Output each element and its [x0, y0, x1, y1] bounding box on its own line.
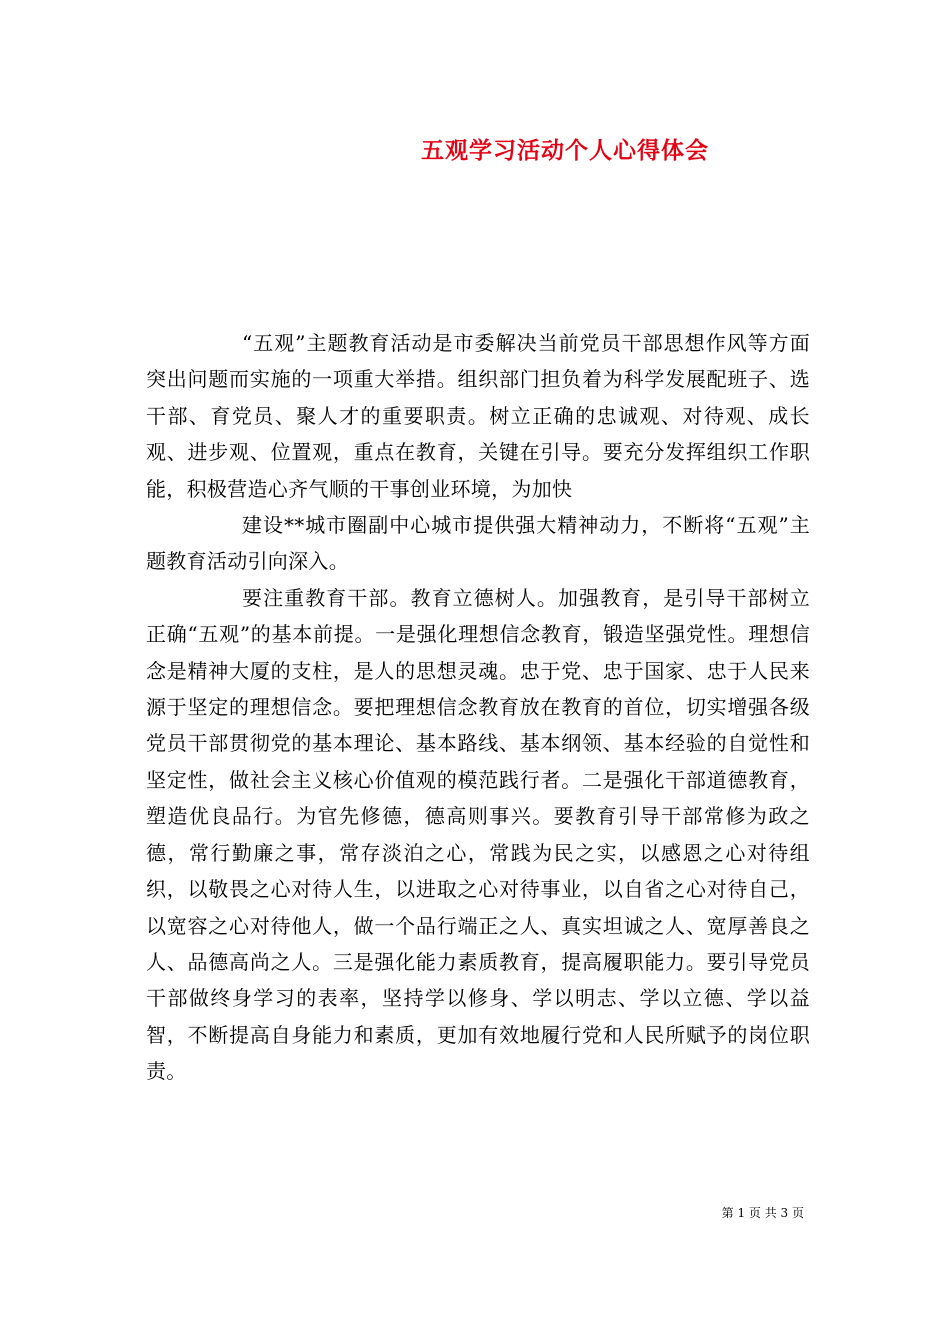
paragraph-education: 要注重教育干部。教育立德树人。加强教育，是引导干部树立正确“五观”的基本前提。一是强化理想信念教育，锻造坚强党性。理想信念是精神大厦的支柱，是人的思想灵魂。忠于党、忠于国家、忠于人民来源于坚定的理想信念。要把理想信念教育放在教育的首位，切实增强各级党员干部贯彻党的基本理论、基本路线、基本纲领、基本经验的自觉性和坚定性，做社会主义核心价值观的模范践行者。二是强化干部道德教育，塑造优良品行。为官先修德，德高则事兴。要教育引导干部常修为政之德，常行勤廉之事，常存淡泊之心，常践为民之实，以感恩之心对待组织，以敬畏之心对待人生，以进取之心对待事业，以自省之心对待自己，以宽容之心对待他人，做一个品行端正之人、真实坦诚之人、宽厚善良之人、品德高尚之人。三是强化能力素质教育，提高履职能力。要引导党员干部做终身学习的表率，坚持学以修身、学以明志、学以立德、学以益智，不断提高自身能力和素质，更加有效地履行党和人民所赋予的岗位职责。 [146, 585, 810, 1084]
document-body [146, 325, 810, 1090]
document-title: 五观学习活动个人心得体会 [421, 137, 709, 164]
paragraph-intro: “五观”主题教育活动是市委解决当前党员干部思想作风等方面突出问题而实施的一项重大举措。组织部门担负着为科学发展配班子、选干部、育党员、聚人才的重要职责。树立正确的忠诚观、对待观、成长观、进步观、位置观，重点在教育，关键在引导。要充分发挥组织工作职能，积极营造心齐气顺的干事创业环境，为加快 [146, 331, 810, 501]
page-number: 第 1 页 共 3 页 [721, 1206, 804, 1220]
paragraph-continuation: 建设**城市圈副中心城市提供强大精神动力，不断将“五观”主题教育活动引向深入。 [146, 513, 810, 574]
